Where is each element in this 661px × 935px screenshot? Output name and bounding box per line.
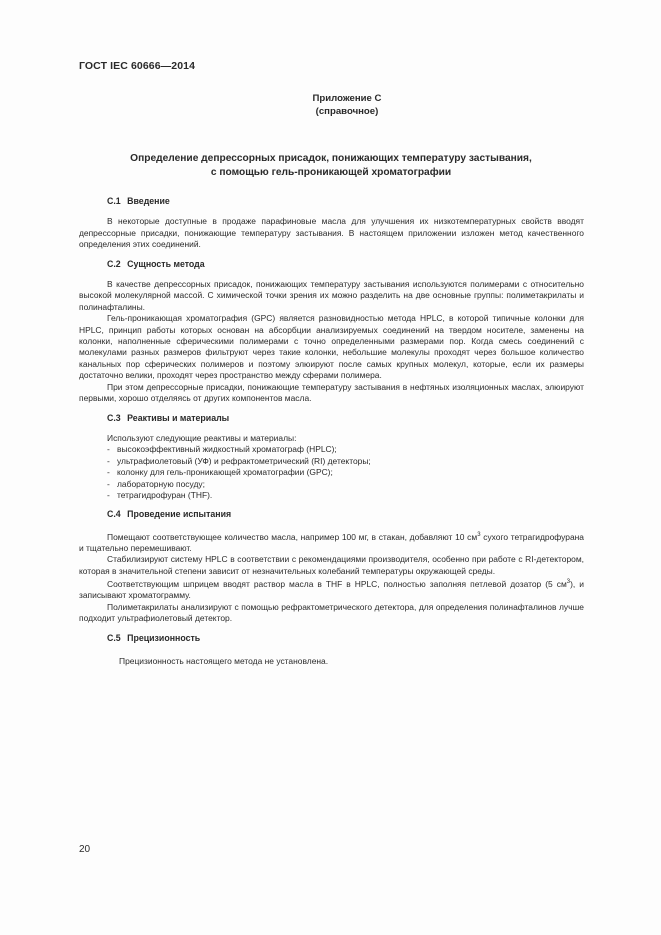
- paragraph: Полиметакрилаты анализируют с помощью рефрактометрического детектора, для определения полинафталинов лучше подходит ультрафиолетовый детектор.: [79, 601, 584, 624]
- document-code: ГОСТ IEC 60666—2014: [79, 60, 196, 72]
- section-number: С.2: [107, 258, 121, 269]
- superscript: 3: [566, 579, 571, 586]
- list-dash: -: [107, 444, 110, 455]
- section-title: Прецизионность: [127, 632, 201, 643]
- document-body: [79, 196, 584, 667]
- paragraph: При этом депрессорные присадки, понижающие температуру застывания в нефтяных изоляционных маслах, элюируют первыми, хорошо отделяясь от других компонентов масла.: [79, 381, 584, 404]
- paragraph: Прецизионность настоящего метода не установлена.: [119, 656, 329, 667]
- section-title: Сущность метода: [127, 258, 205, 269]
- section-number: С.4: [107, 509, 121, 520]
- page-number: 20: [79, 844, 91, 855]
- list-item: - колонку для гель-проникающей хроматографии (GPC);: [107, 467, 333, 478]
- list-dash: -: [107, 467, 110, 478]
- paragraph: В некоторые доступные в продаже парафиновые масла для улучшения их низкотемпературных свойств вводят депрессорные присадки, понижающие температуру застывания. В настоящем приложении изложен метод качественного определения этих соединений.: [79, 216, 584, 250]
- section-number: С.3: [107, 412, 121, 423]
- list-item: - ультрафиолетовый (УФ) и рефрактометрический (RI) детекторы;: [107, 455, 371, 466]
- section-number: С.1: [107, 196, 121, 206]
- section-heading-c5: [79, 633, 584, 644]
- paragraph: В качестве депрессорных присадок, понижающих температуру застывания используются полимерами с относительно высокой молекулярной массой. С химической точки зрения их можно разделить на две основные группы: полиметакрилаты и полинафталины.: [79, 279, 584, 312]
- list-dash: -: [107, 455, 110, 466]
- list-item: - тетрагидрофуран (THF).: [107, 489, 213, 500]
- list-item: - лабораторную посуду;: [107, 478, 205, 489]
- section-heading-c2: [79, 259, 584, 270]
- section-heading-c4: [79, 509, 584, 520]
- section-number: С.5: [107, 632, 121, 643]
- list-dash: -: [107, 489, 110, 500]
- paragraph: Соответствующим шприцем вводят раствор масла в THF в HPLC, полностью заполняя петлевой дозатор (5 $см^3$), и записывают хроматограмму.: [79, 579, 584, 601]
- section-title: Проведение испытания: [127, 509, 232, 520]
- reagents-list: [79, 444, 584, 501]
- section-title: Реактивы и материалы: [127, 412, 230, 423]
- paragraph: Гель-проникающая хроматография (GPC) является разновидностью метода HPLC, в которой типичные колонки для HPLC, принцип работы которых основан на абсорбции анализируемых соединений на твердом носителе, заменены на колонки, наполненные сферическими полимерами с точно определенными размерами пор. Когда смесь соединений с молекулами разных размеров фильтруют через такие колонки, небольшие молекулы проходят через большое количество канальных пор сферических полимеров и поэтому элюируют после самых крупных молекул, которые, если их размеры достаточно велики, проходят через пространство между сферами полимера.: [79, 313, 584, 381]
- superscript: 3: [477, 531, 481, 538]
- paragraph: Помещают соответствующее количество масла, например 100 мг, в стакан, добавляют 10 $см^3$ сухого тетрагидрофурана и тщательно перемешивают.: [79, 531, 585, 553]
- list-item: - высокоэффективный жидкостный хроматограф (HPLC);: [107, 444, 337, 455]
- section-heading-c1: [79, 196, 584, 207]
- appendix-type: (справочное): [315, 106, 379, 117]
- title-line-2: с помощью гель-проникающей хроматографии: [210, 167, 452, 178]
- title-line-1: Определение депрессорных присадок, понижающих температуру застывания,: [130, 153, 532, 164]
- section-heading-c3: [79, 413, 584, 424]
- list-dash: -: [107, 478, 110, 489]
- appendix-title: Приложение С: [312, 93, 382, 104]
- paragraph: Стабилизируют систему HPLC в соответствии с рекомендациями производителя, особенно при работе с RI-детектором, которая в значительной степени зависит от незначительных колебаний температуры окружающей среды.: [79, 554, 584, 576]
- appendix-heading: [0, 92, 661, 118]
- section-title: Введение: [127, 196, 170, 206]
- appendix-main-title: [79, 152, 583, 180]
- paragraph: Используют следующие реактивы и материалы:: [107, 432, 297, 443]
